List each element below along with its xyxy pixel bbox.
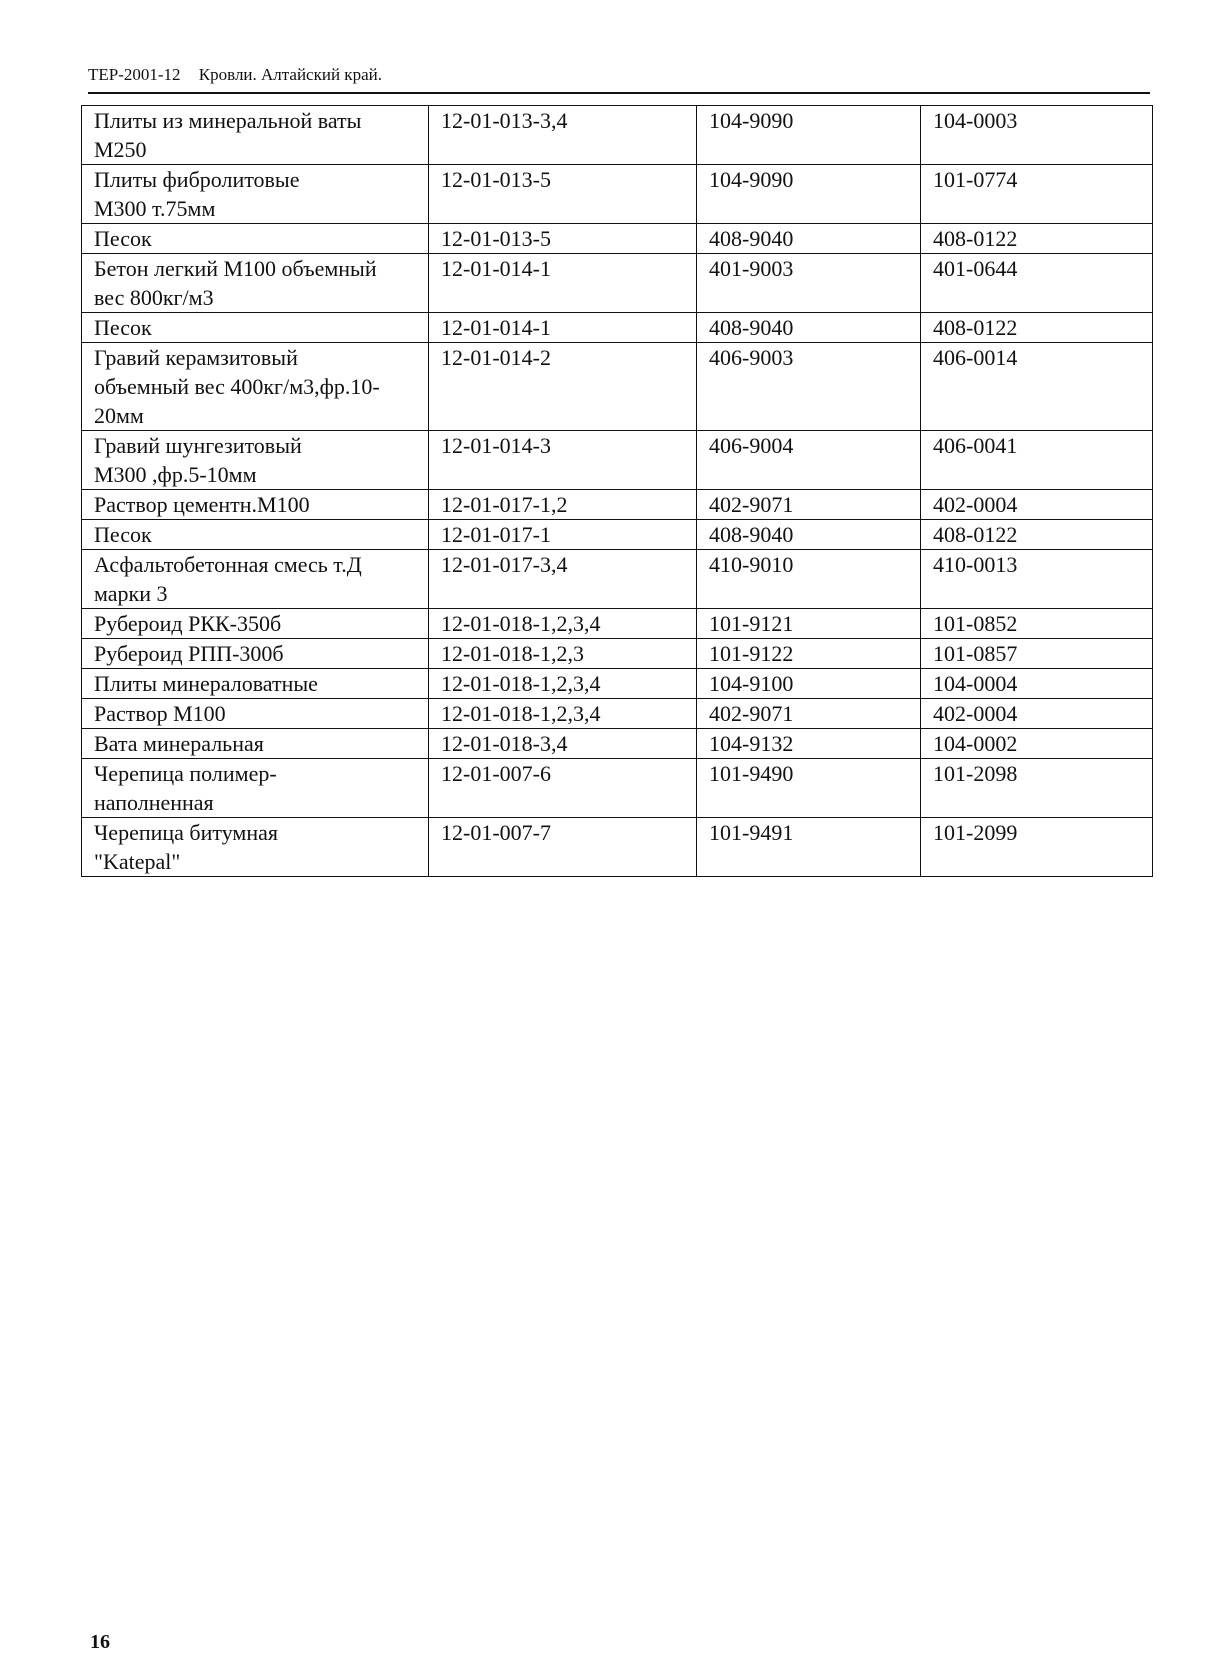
resource-code-cell: 104-0003	[921, 106, 1153, 165]
resource-code-cell: 406-0041	[921, 431, 1153, 490]
rate-code-cell: 12-01-013-3,4	[429, 106, 697, 165]
material-name-cell: Черепица полимер- наполненная	[82, 759, 429, 818]
table-row	[82, 699, 1153, 729]
table-row	[82, 224, 1153, 254]
rate-code-cell: 12-01-018-1,2,3,4	[429, 699, 697, 729]
rate-code-cell: 12-01-014-2	[429, 343, 697, 431]
table-row	[82, 729, 1153, 759]
table-row	[82, 165, 1153, 224]
resource-code-cell: 410-0013	[921, 550, 1153, 609]
rate-code-cell: 12-01-017-1	[429, 520, 697, 550]
rate-code-cell: 12-01-013-5	[429, 224, 697, 254]
table-body	[82, 106, 1153, 877]
material-name-cell: Бетон легкий М100 объемный вес 800кг/м3	[82, 254, 429, 313]
rate-code-cell: 12-01-013-5	[429, 165, 697, 224]
table-row	[82, 343, 1153, 431]
table-row	[82, 490, 1153, 520]
resource-code-cell: 408-9040	[697, 313, 921, 343]
rate-code-cell: 12-01-018-1,2,3,4	[429, 609, 697, 639]
rate-code-cell: 12-01-017-3,4	[429, 550, 697, 609]
resource-code-cell: 401-9003	[697, 254, 921, 313]
table-row	[82, 609, 1153, 639]
rate-code-cell: 12-01-018-1,2,3,4	[429, 669, 697, 699]
table-row	[82, 431, 1153, 490]
table-row	[82, 550, 1153, 609]
resource-code-cell: 104-9090	[697, 165, 921, 224]
resource-code-cell: 406-9004	[697, 431, 921, 490]
material-name-cell: Песок	[82, 224, 429, 254]
page-number: 16	[90, 1631, 110, 1653]
rate-code-cell: 12-01-017-1,2	[429, 490, 697, 520]
resource-code-cell: 101-9490	[697, 759, 921, 818]
resource-code-cell: 101-9121	[697, 609, 921, 639]
rate-code-cell: 12-01-018-3,4	[429, 729, 697, 759]
resource-code-cell: 101-9491	[697, 818, 921, 877]
resource-code-cell: 408-9040	[697, 520, 921, 550]
resource-code-cell: 402-9071	[697, 699, 921, 729]
table-row	[82, 759, 1153, 818]
material-name-cell: Гравий керамзитовый объемный вес 400кг/м3,фр.10- 20мм	[82, 343, 429, 431]
material-name-cell: Рубероид РКК-350б	[82, 609, 429, 639]
resource-code-cell: 402-0004	[921, 699, 1153, 729]
resource-code-cell: 406-9003	[697, 343, 921, 431]
table-row	[82, 254, 1153, 313]
resource-code-cell: 101-2098	[921, 759, 1153, 818]
resource-code-cell: 408-9040	[697, 224, 921, 254]
document-title: Кровли. Алтайский край.	[198, 65, 382, 84]
material-name-cell: Рубероид РПП-300б	[82, 639, 429, 669]
table-row	[82, 520, 1153, 550]
table-row	[82, 639, 1153, 669]
resource-code-cell: 408-0122	[921, 224, 1153, 254]
resource-code-cell: 401-0644	[921, 254, 1153, 313]
resource-code-cell: 104-0004	[921, 669, 1153, 699]
resource-code-cell: 406-0014	[921, 343, 1153, 431]
resource-code-cell: 402-9071	[697, 490, 921, 520]
resource-code-cell: 408-0122	[921, 520, 1153, 550]
resource-code-cell: 101-2099	[921, 818, 1153, 877]
material-name-cell: Асфальтобетонная смесь т.Д марки 3	[82, 550, 429, 609]
rate-code-cell: 12-01-007-7	[429, 818, 697, 877]
materials-table	[81, 105, 1153, 877]
material-name-cell: Черепица битумная "Katepal"	[82, 818, 429, 877]
resource-code-cell: 104-0002	[921, 729, 1153, 759]
resource-code-cell: 104-9132	[697, 729, 921, 759]
table-row	[82, 818, 1153, 877]
material-name-cell: Плиты минераловатные	[82, 669, 429, 699]
resource-code-cell: 402-0004	[921, 490, 1153, 520]
table-row	[82, 313, 1153, 343]
document-code: ТЕР-2001-12	[88, 65, 181, 84]
resource-code-cell: 104-9090	[697, 106, 921, 165]
rate-code-cell: 12-01-018-1,2,3	[429, 639, 697, 669]
rate-code-cell: 12-01-014-1	[429, 313, 697, 343]
resource-code-cell: 101-0852	[921, 609, 1153, 639]
resource-code-cell: 101-0774	[921, 165, 1153, 224]
material-name-cell: Плиты из минеральной ваты М250	[82, 106, 429, 165]
resource-code-cell: 408-0122	[921, 313, 1153, 343]
resource-code-cell: 104-9100	[697, 669, 921, 699]
material-name-cell: Песок	[82, 313, 429, 343]
table-row	[82, 669, 1153, 699]
material-name-cell: Раствор цементн.М100	[82, 490, 429, 520]
page-header	[88, 64, 1150, 94]
table-row	[82, 106, 1153, 165]
material-name-cell: Раствор М100	[82, 699, 429, 729]
material-name-cell: Плиты фибролитовые М300 т.75мм	[82, 165, 429, 224]
material-name-cell: Песок	[82, 520, 429, 550]
rate-code-cell: 12-01-014-3	[429, 431, 697, 490]
rate-code-cell: 12-01-007-6	[429, 759, 697, 818]
material-name-cell: Вата минеральная	[82, 729, 429, 759]
resource-code-cell: 410-9010	[697, 550, 921, 609]
material-name-cell: Гравий шунгезитовый М300 ,фр.5-10мм	[82, 431, 429, 490]
resource-code-cell: 101-0857	[921, 639, 1153, 669]
rate-code-cell: 12-01-014-1	[429, 254, 697, 313]
resource-code-cell: 101-9122	[697, 639, 921, 669]
